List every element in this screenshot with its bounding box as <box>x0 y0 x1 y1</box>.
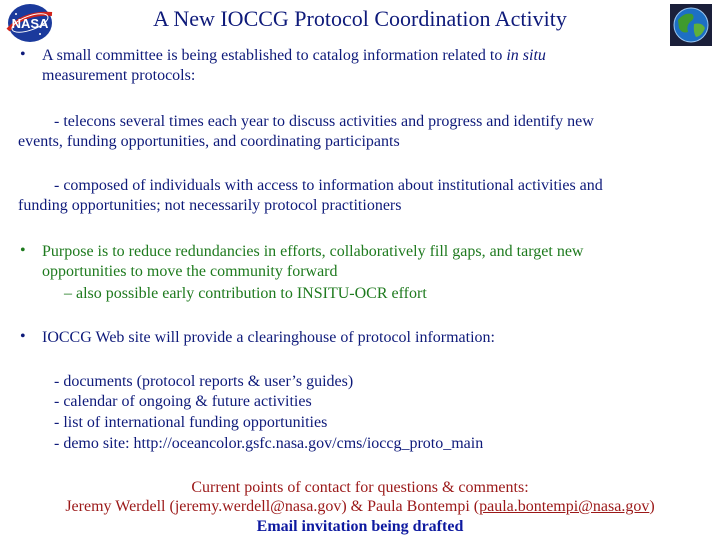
bullet1-line2: measurement protocols: <box>42 67 196 84</box>
contact-close: ) <box>649 498 655 515</box>
contact-line <box>0 497 720 517</box>
bullet1-text: A small committee is being established to catalog information related to <box>42 47 507 64</box>
bullet3-item-demo-site: - demo site: http://oceancolor.gsfc.nasa.gov/cms/ioccg_proto_main <box>54 435 484 452</box>
bullet2-line1: Purpose is to reduce redundancies in efforts, collaboratively fill gaps, and target new <box>42 243 584 260</box>
slide-title: A New IOCCG Protocol Coordination Activity <box>153 6 567 31</box>
contact-heading: Current points of contact for questions & comments: <box>191 479 529 496</box>
contact-names: Jeremy Werdell (jeremy.werdell@nasa.gov) & Paula Bontempi ( <box>65 498 480 515</box>
bullet3-item: - list of international funding opportunities <box>54 414 328 431</box>
sub1-line2: events, funding opportunities, and coordinating participants <box>18 133 400 150</box>
bullet3-item: - calendar of ongoing & future activities <box>54 393 312 410</box>
sub1-line1: - telecons several times each year to discuss activities and progress and identify new <box>54 113 594 130</box>
bullet1-emphasis: in situ <box>506 47 546 64</box>
bullet-marker: • <box>20 328 26 345</box>
bullet1-line1 <box>42 46 546 66</box>
bullet-marker: • <box>20 46 26 63</box>
email-link[interactable]: paula.bontempi@nasa.gov <box>479 498 650 515</box>
invitation-note: Email invitation being drafted <box>256 518 464 535</box>
bullet2-line2: opportunities to move the community forward <box>42 263 338 280</box>
bullet-marker: • <box>20 242 26 259</box>
svg-text:NASA: NASA <box>11 16 49 31</box>
bullet3-line1: IOCCG Web site will provide a clearinghouse of protocol information: <box>42 329 495 346</box>
sub2-line2: funding opportunities; not necessarily protocol practitioners <box>18 197 402 214</box>
bullet3-item: - documents (protocol reports & user’s guides) <box>54 373 354 390</box>
bullet2-line3: – also possible early contribution to INSITU-OCR effort <box>64 285 427 302</box>
sub2-line1: - composed of individuals with access to information about institutional activities and <box>54 177 603 194</box>
